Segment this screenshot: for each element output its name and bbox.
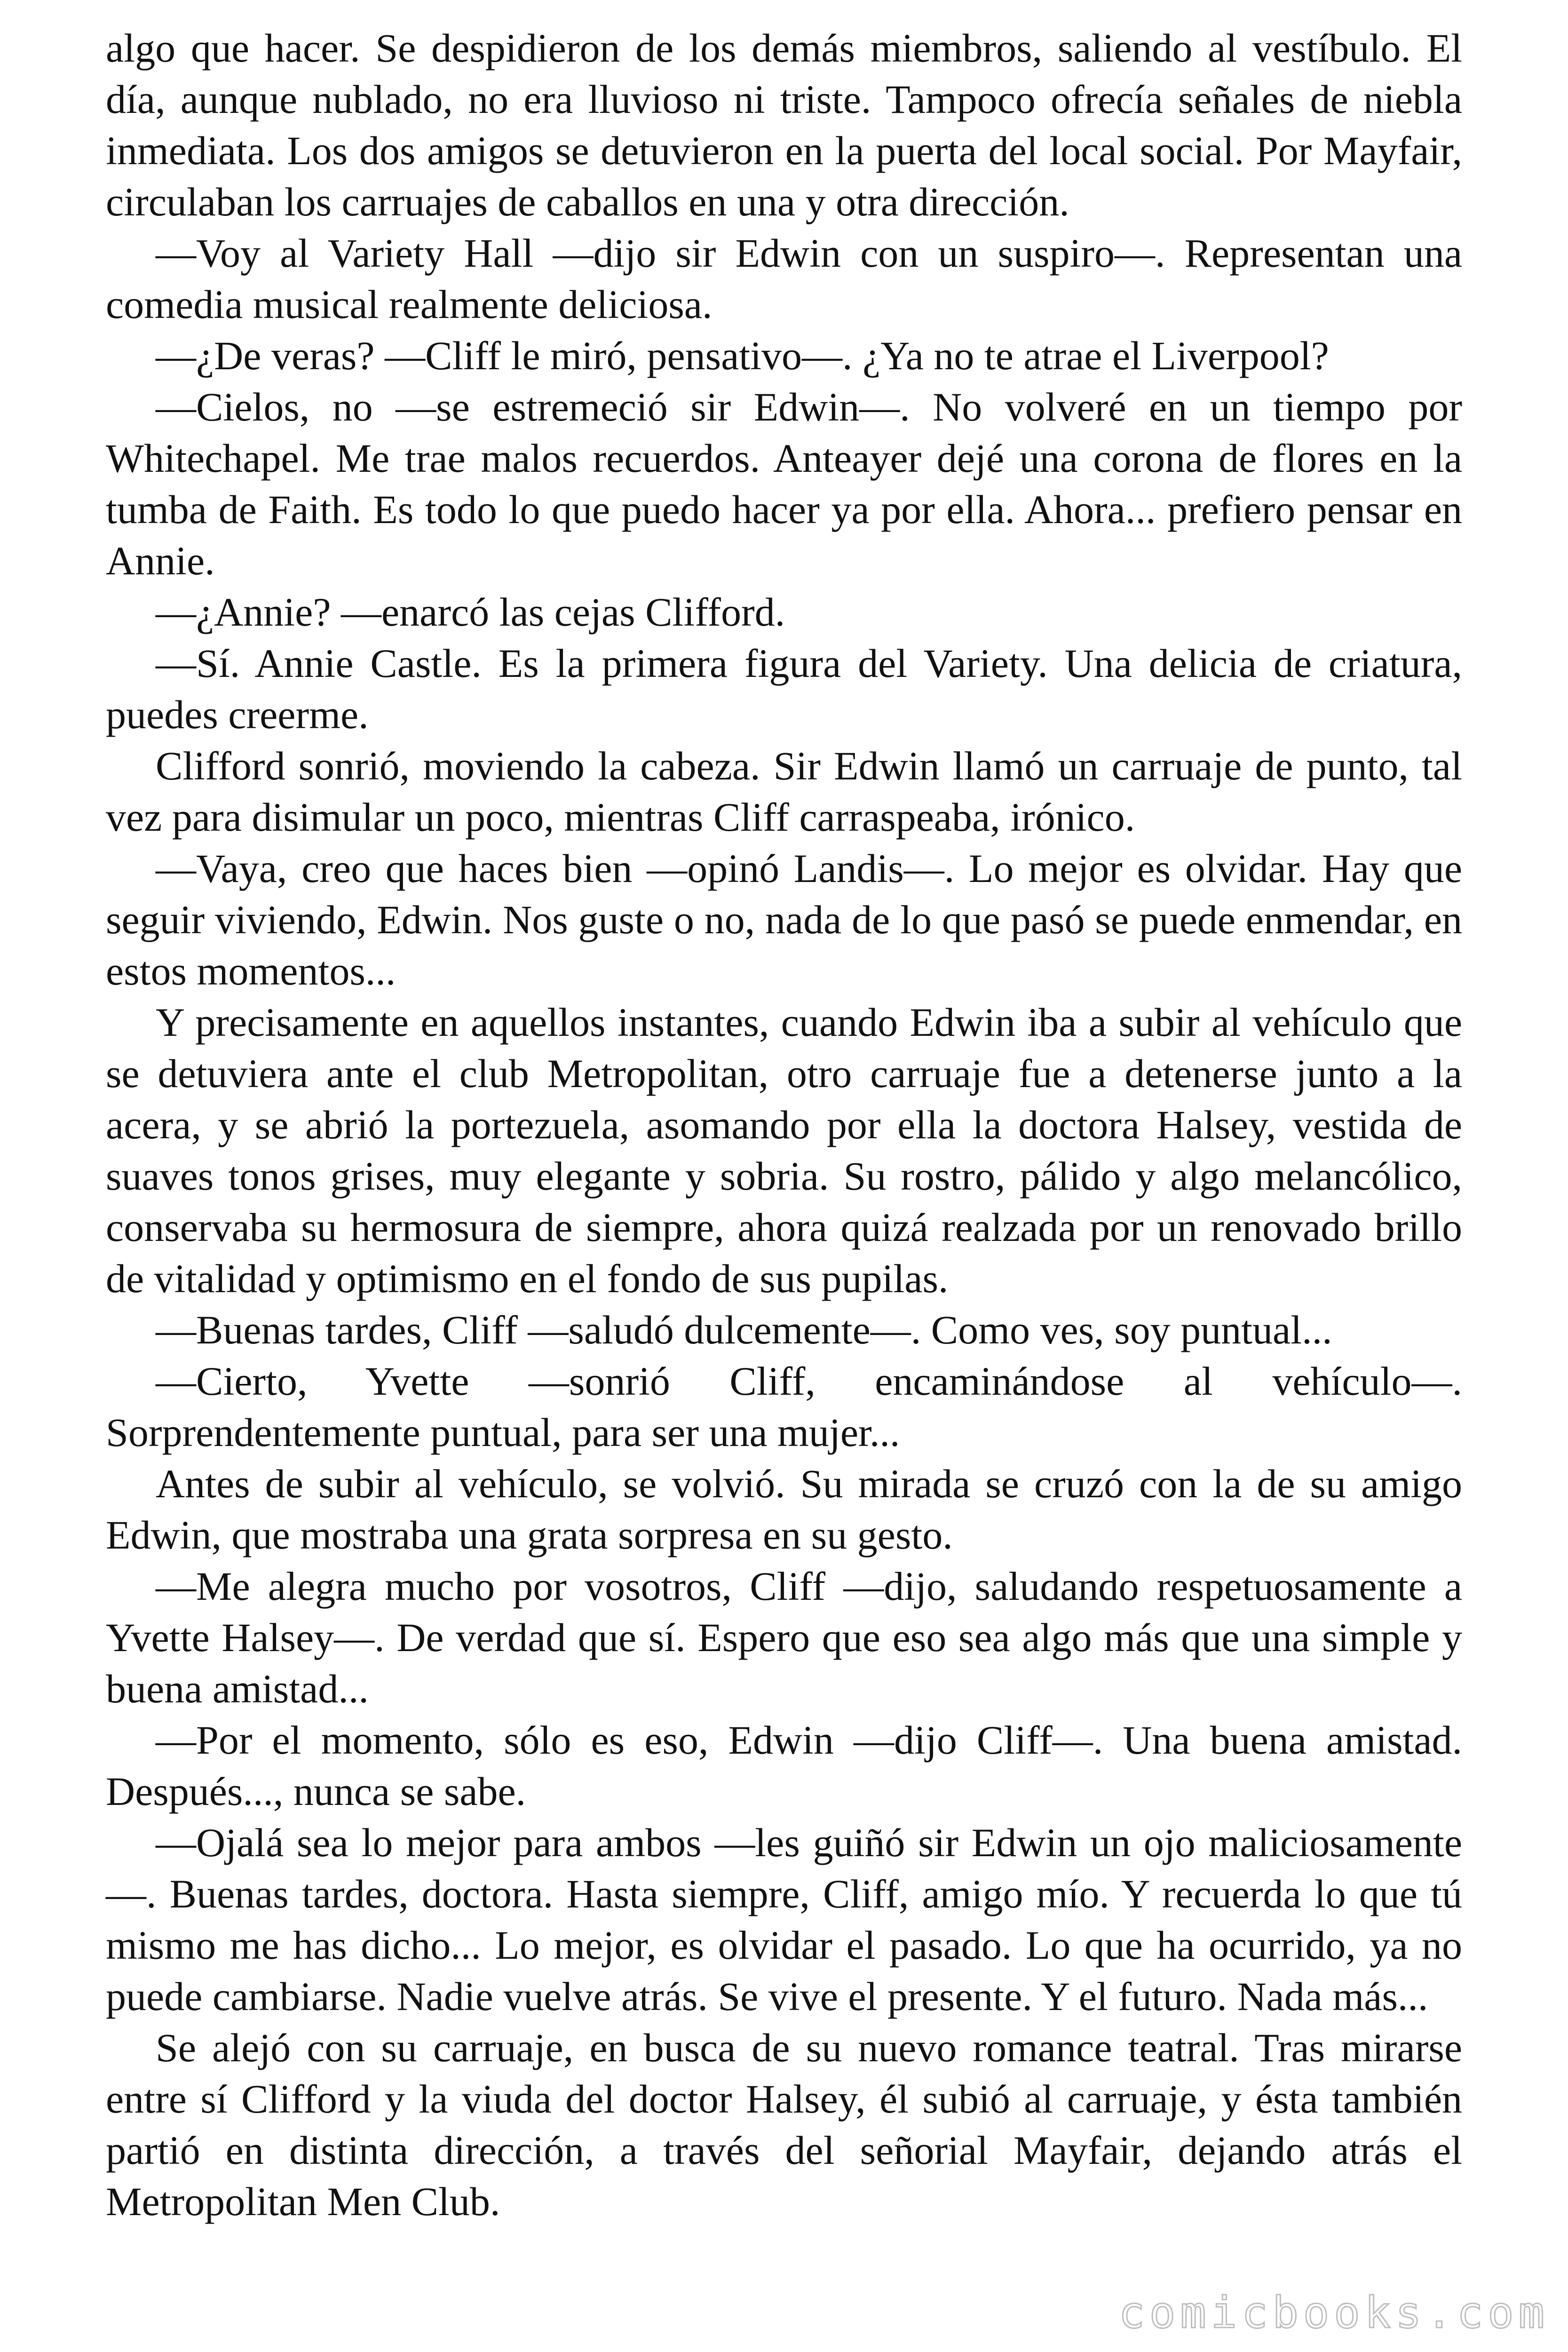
paragraph-2: —Voy al Variety Hall —dijo sir Edwin con un suspiro—. Representan una comedia musical realmente deliciosa. (106, 230, 1462, 327)
paragraph-10: —Buenas tardes, Cliff —saludó dulcemente—. Como ves, soy puntual... (156, 1307, 1332, 1352)
paragraph-15: —Ojalá sea lo mejor para ambos —les guiñó sir Edwin un ojo maliciosamente—. Buenas tardes, doctora. Hasta siempre, Cliff, amigo mío. Y recuerda lo que tú mismo me has dicho... Lo mejor, es olvidar el pasado. Lo que ha ocurrido, ya no puede cambiarse. Nadie vuelve atrás. Se vive el presente. Y el futuro. Nada más... (106, 1820, 1462, 2019)
paragraph-3: —¿De veras? —Cliff le miró, pensativo—. ¿Ya no te atrae el Liverpool? (156, 333, 1329, 378)
paragraph-11: —Cierto, Yvette —sonrió Cliff, encaminándose al vehículo—. Sorprendentemente puntual, para ser una mujer... (106, 1359, 1462, 1455)
paragraph-4: —Cielos, no —se estremeció sir Edwin—. No volveré en un tiempo por Whitechapel. Me trae malos recuerdos. Anteayer dejé una corona de flores en la tumba de Faith. Es todo lo que puedo hacer ya por ella. Ahora... prefiero pensar en Annie. (106, 384, 1462, 583)
paragraph-13: —Me alegra mucho por vosotros, Cliff —dijo, saludando respetuosamente a Yvette Halsey—. De verdad que sí. Espero que eso sea algo más que una simple y buena amistad... (106, 1564, 1462, 1711)
paragraph-12: Antes de subir al vehículo, se volvió. Su mirada se cruzó con la de su amigo Edwin, que mostraba una grata sorpresa en su gesto. (106, 1461, 1462, 1557)
paragraph-14: —Por el momento, sólo es eso, Edwin —dijo Cliff—. Una buena amistad. Después..., nunca se sabe. (106, 1717, 1462, 1814)
paragraph-6: —Sí. Annie Castle. Es la primera figura del Variety. Una delicia de criatura, puedes creerme. (106, 641, 1462, 737)
paragraph-9: Y precisamente en aquellos instantes, cuando Edwin iba a subir al vehículo que se detuviera ante el club Metropolitan, otro carruaje fue a detenerse junto a la acera, y se abrió la portezuela, asomando por ella la doctora Halsey, vestida de suaves tonos grises, muy elegante y sobria. Su rostro, pálido y algo melancólico, conservaba su hermosura de siempre, ahora quizá realzada por un renovado brillo de vitalidad y optimismo en el fondo de sus pupilas. (106, 1000, 1462, 1301)
paragraph-7: Clifford sonrió, moviendo la cabeza. Sir Edwin llamó un carruaje de punto, tal vez para disimular un poco, mientras Cliff carraspeaba, irónico. (106, 743, 1462, 840)
book-page-text (106, 23, 1462, 2227)
paragraph-5: —¿Annie? —enarcó las cejas Clifford. (156, 589, 785, 635)
paragraph-16: Se alejó con su carruaje, en busca de su nuevo romance teatral. Tras mirarse entre sí Clifford y la viuda del doctor Halsey, él subió al carruaje, y ésta también partió en distinta dirección, a través del señorial Mayfair, dejando atrás el Metropolitan Men Club. (106, 2025, 1462, 2224)
paragraph-8: —Vaya, creo que haces bien —opinó Landis—. Lo mejor es olvidar. Hay que seguir viviendo, Edwin. Nos guste o no, nada de lo que pasó se puede enmendar, en estos momentos... (106, 846, 1462, 993)
watermark: comicbooks.com (1118, 2288, 1549, 2338)
paragraph-1: algo que hacer. Se despidieron de los demás miembros, saliendo al vestíbulo. El día, aunque nublado, no era lluvioso ni triste. Tampoco ofrecía señales de niebla inmediata. Los dos amigos se detuvieron en la puerta del local social. Por Mayfair, circulaban los carruajes de caballos en una y otra dirección. (106, 25, 1462, 224)
